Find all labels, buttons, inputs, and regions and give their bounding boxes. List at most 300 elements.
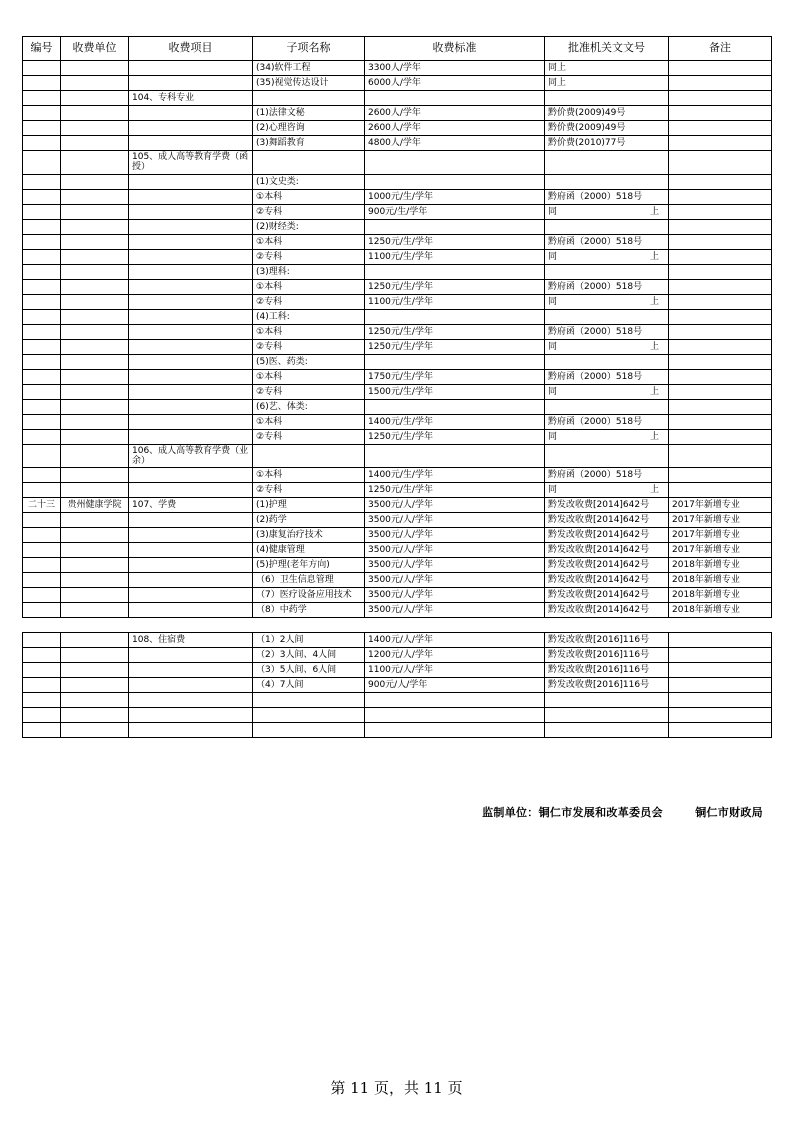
table-row [23, 354, 772, 369]
cell-num [23, 648, 61, 663]
cell-approval: 同 上 [545, 429, 669, 444]
cell-standard: 1000元/生/学年 [365, 189, 545, 204]
cell-standard [365, 444, 545, 468]
cell-sub [253, 693, 365, 708]
header-cell-item: 收费项目 [129, 37, 253, 61]
table-row [23, 189, 772, 204]
cell-standard: 1250元/生/学年 [365, 429, 545, 444]
cell-sub: ①本科 [253, 279, 365, 294]
cell-approval [545, 174, 669, 189]
cell-item [129, 76, 253, 91]
cell-remark [669, 219, 772, 234]
cell-approval: 黔发改收费[2016]116号 [545, 678, 669, 693]
cell-sub: ②专科 [253, 483, 365, 498]
cell-item [129, 204, 253, 219]
cell-sub: (1)法律文秘 [253, 106, 365, 121]
cell-sub [253, 708, 365, 723]
cell-num [23, 429, 61, 444]
table-row [23, 498, 772, 513]
cell-unit [61, 204, 129, 219]
table-header-row [23, 37, 772, 61]
cell-remark [669, 264, 772, 279]
cell-approval: 黔发改收费[2014]642号 [545, 573, 669, 588]
cell-standard: 1250元/生/学年 [365, 483, 545, 498]
cell-standard [365, 693, 545, 708]
cell-unit: 贵州健康学院 [61, 498, 129, 513]
cell-item [129, 189, 253, 204]
table-row [23, 483, 772, 498]
cell-unit [61, 234, 129, 249]
cell-remark: 2017年新增专业 [669, 528, 772, 543]
table-row [23, 663, 772, 678]
cell-unit [61, 354, 129, 369]
cell-sub: （3）5人间、6人间 [253, 663, 365, 678]
cell-standard: 3500元/人/学年 [365, 588, 545, 603]
cell-approval: 同 上 [545, 249, 669, 264]
table-row [23, 633, 772, 648]
cell-num [23, 633, 61, 648]
table-row [23, 309, 772, 324]
table-row [23, 339, 772, 354]
cell-standard: 3500元/人/学年 [365, 573, 545, 588]
cell-sub: (4)工科: [253, 309, 365, 324]
cell-remark [669, 648, 772, 663]
cell-approval: 同上 [545, 76, 669, 91]
fee-schedule-table-continued [22, 632, 772, 738]
table-row [23, 369, 772, 384]
cell-standard: 3500元/人/学年 [365, 603, 545, 618]
table-row [23, 219, 772, 234]
cell-unit [61, 528, 129, 543]
cell-standard: 3500元/人/学年 [365, 558, 545, 573]
cell-num [23, 513, 61, 528]
cell-num [23, 279, 61, 294]
cell-unit [61, 279, 129, 294]
cell-num [23, 61, 61, 76]
cell-item [129, 249, 253, 264]
cell-remark [669, 663, 772, 678]
cell-standard: 3500元/人/学年 [365, 498, 545, 513]
cell-num [23, 219, 61, 234]
cell-remark [669, 174, 772, 189]
cell-sub: （4）7人间 [253, 678, 365, 693]
cell-remark [669, 294, 772, 309]
cell-remark [669, 204, 772, 219]
table-row [23, 384, 772, 399]
cell-sub: (2)财经类: [253, 219, 365, 234]
cell-unit [61, 483, 129, 498]
cell-remark [669, 339, 772, 354]
table-row [23, 264, 772, 279]
cell-remark [669, 444, 772, 468]
cell-unit [61, 648, 129, 663]
table-row [23, 414, 772, 429]
fee-schedule-table [22, 36, 772, 618]
cell-approval: 黔发改收费[2016]116号 [545, 648, 669, 663]
cell-approval: 黔府函（2000）518号 [545, 189, 669, 204]
cell-item [129, 528, 253, 543]
table-row [23, 324, 772, 339]
cell-approval: 同上 [545, 61, 669, 76]
cell-standard: 1500元/生/学年 [365, 384, 545, 399]
cell-sub: (35)视觉传达设计 [253, 76, 365, 91]
cell-num [23, 76, 61, 91]
cell-sub: （2）3人间、4人间 [253, 648, 365, 663]
table-row [23, 723, 772, 738]
cell-standard: 1100元/人/学年 [365, 663, 545, 678]
cell-remark [669, 693, 772, 708]
table-row [23, 61, 772, 76]
table-row [23, 399, 772, 414]
cell-standard: 3300人/学年 [365, 61, 545, 76]
cell-num [23, 588, 61, 603]
cell-approval [545, 354, 669, 369]
cell-approval [545, 309, 669, 324]
cell-remark: 2018年新增专业 [669, 603, 772, 618]
cell-sub: (2)药学 [253, 513, 365, 528]
cell-standard: 1400元/生/学年 [365, 468, 545, 483]
cell-num [23, 91, 61, 106]
cell-standard: 1250元/生/学年 [365, 234, 545, 249]
cell-remark [669, 76, 772, 91]
footer-supervisor-label: 监制单位：铜仁市发展和改革委员会 [482, 806, 663, 820]
cell-num [23, 136, 61, 151]
cell-remark [669, 414, 772, 429]
cell-remark: 2017年新增专业 [669, 513, 772, 528]
cell-item [129, 234, 253, 249]
cell-standard: 3500元/人/学年 [365, 528, 545, 543]
cell-num [23, 384, 61, 399]
cell-standard [365, 264, 545, 279]
cell-num [23, 264, 61, 279]
cell-unit [61, 369, 129, 384]
table-row [23, 468, 772, 483]
cell-remark [669, 136, 772, 151]
cell-item [129, 369, 253, 384]
cell-item: 106、成人高等教育学费（业余） [129, 444, 253, 468]
cell-remark [669, 708, 772, 723]
cell-item [129, 663, 253, 678]
cell-item [129, 678, 253, 693]
cell-unit [61, 339, 129, 354]
cell-approval: 黔府函（2000）518号 [545, 369, 669, 384]
cell-standard: 1750元/生/学年 [365, 369, 545, 384]
cell-unit [61, 294, 129, 309]
cell-remark [669, 91, 772, 106]
cell-item [129, 588, 253, 603]
cell-remark [669, 369, 772, 384]
cell-standard: 1250元/生/学年 [365, 324, 545, 339]
header-cell-sub: 子项名称 [253, 37, 365, 61]
cell-remark: 2018年新增专业 [669, 588, 772, 603]
cell-sub: （1）2人间 [253, 633, 365, 648]
cell-item [129, 324, 253, 339]
cell-sub: ①本科 [253, 414, 365, 429]
cell-num [23, 324, 61, 339]
cell-sub: (6)艺、体类: [253, 399, 365, 414]
cell-approval: 黔发改收费[2014]642号 [545, 513, 669, 528]
cell-remark [669, 723, 772, 738]
cell-num [23, 543, 61, 558]
cell-standard [365, 174, 545, 189]
cell-unit [61, 444, 129, 468]
cell-standard: 3500元/人/学年 [365, 513, 545, 528]
cell-approval: 黔发改收费[2014]642号 [545, 603, 669, 618]
cell-remark [669, 249, 772, 264]
cell-standard: 1400元/人/学年 [365, 633, 545, 648]
cell-unit [61, 573, 129, 588]
cell-standard: 1400元/生/学年 [365, 414, 545, 429]
cell-item [129, 648, 253, 663]
cell-approval: 黔发改收费[2014]642号 [545, 543, 669, 558]
cell-unit [61, 309, 129, 324]
cell-approval: 黔府函（2000）518号 [545, 414, 669, 429]
cell-standard: 1250元/生/学年 [365, 339, 545, 354]
cell-num [23, 369, 61, 384]
cell-standard: 1100元/生/学年 [365, 294, 545, 309]
cell-sub: (3)理科: [253, 264, 365, 279]
cell-item: 108、住宿费 [129, 633, 253, 648]
cell-standard: 3500元/人/学年 [365, 543, 545, 558]
cell-item [129, 723, 253, 738]
cell-unit [61, 429, 129, 444]
cell-num [23, 603, 61, 618]
table-row [23, 136, 772, 151]
cell-num [23, 294, 61, 309]
table-row [23, 91, 772, 106]
cell-num [23, 528, 61, 543]
cell-sub: (5)护理(老年方向) [253, 558, 365, 573]
cell-approval [545, 693, 669, 708]
cell-unit [61, 558, 129, 573]
cell-item [129, 309, 253, 324]
table-row [23, 513, 772, 528]
cell-standard [365, 151, 545, 175]
cell-unit [61, 633, 129, 648]
cell-approval: 同 上 [545, 483, 669, 498]
cell-approval: 同 上 [545, 204, 669, 219]
cell-sub [253, 723, 365, 738]
cell-sub [253, 91, 365, 106]
cell-approval [545, 723, 669, 738]
cell-unit [61, 249, 129, 264]
cell-sub: ①本科 [253, 324, 365, 339]
cell-approval [545, 91, 669, 106]
table-row [23, 249, 772, 264]
cell-num [23, 414, 61, 429]
cell-standard: 1200元/人/学年 [365, 648, 545, 663]
cell-remark [669, 429, 772, 444]
cell-sub: ①本科 [253, 189, 365, 204]
table-body-second [23, 633, 772, 738]
cell-unit [61, 678, 129, 693]
cell-num [23, 249, 61, 264]
cell-sub: ②专科 [253, 429, 365, 444]
cell-item [129, 106, 253, 121]
cell-remark [669, 354, 772, 369]
table-row [23, 106, 772, 121]
cell-unit [61, 468, 129, 483]
cell-approval: 黔府函（2000）518号 [545, 324, 669, 339]
cell-item [129, 136, 253, 151]
cell-item [129, 558, 253, 573]
cell-item [129, 61, 253, 76]
cell-sub: ①本科 [253, 369, 365, 384]
cell-item [129, 708, 253, 723]
cell-item [129, 294, 253, 309]
cell-num [23, 106, 61, 121]
cell-approval: 黔发改收费[2014]642号 [545, 528, 669, 543]
cell-unit [61, 603, 129, 618]
cell-item [129, 414, 253, 429]
cell-num [23, 151, 61, 175]
table-row [23, 234, 772, 249]
cell-num [23, 339, 61, 354]
cell-sub: （8）中药学 [253, 603, 365, 618]
cell-unit [61, 219, 129, 234]
cell-approval: 黔价费(2009)49号 [545, 121, 669, 136]
cell-item [129, 174, 253, 189]
cell-sub: ①本科 [253, 234, 365, 249]
cell-sub: ②专科 [253, 339, 365, 354]
cell-sub: ②专科 [253, 249, 365, 264]
cell-remark [669, 151, 772, 175]
cell-item [129, 603, 253, 618]
table-row [23, 543, 772, 558]
cell-unit [61, 708, 129, 723]
table-row [23, 279, 772, 294]
cell-item [129, 219, 253, 234]
cell-remark [669, 678, 772, 693]
cell-sub: (3)舞蹈教育 [253, 136, 365, 151]
header-cell-standard: 收费标准 [365, 37, 545, 61]
table-row [23, 558, 772, 573]
cell-approval [545, 708, 669, 723]
cell-approval: 同 上 [545, 339, 669, 354]
cell-num [23, 189, 61, 204]
cell-remark [669, 189, 772, 204]
cell-unit [61, 61, 129, 76]
cell-approval [545, 444, 669, 468]
cell-num [23, 468, 61, 483]
cell-approval [545, 219, 669, 234]
cell-remark: 2017年新增专业 [669, 543, 772, 558]
cell-approval: 黔价费(2009)49号 [545, 106, 669, 121]
cell-approval: 黔发改收费[2014]642号 [545, 588, 669, 603]
cell-unit [61, 414, 129, 429]
cell-num [23, 723, 61, 738]
cell-remark [669, 633, 772, 648]
cell-unit [61, 693, 129, 708]
cell-sub: ②专科 [253, 294, 365, 309]
table-row [23, 76, 772, 91]
cell-standard: 900元/人/学年 [365, 678, 545, 693]
cell-remark [669, 384, 772, 399]
cell-unit [61, 543, 129, 558]
cell-approval [545, 399, 669, 414]
cell-unit [61, 384, 129, 399]
cell-num [23, 663, 61, 678]
cell-approval: 黔府函（2000）518号 [545, 468, 669, 483]
cell-item [129, 279, 253, 294]
cell-unit [61, 324, 129, 339]
table-row [23, 648, 772, 663]
cell-unit [61, 399, 129, 414]
cell-unit [61, 121, 129, 136]
cell-standard [365, 708, 545, 723]
table-gap [22, 618, 771, 632]
header-cell-remark: 备注 [669, 37, 772, 61]
cell-num [23, 573, 61, 588]
cell-standard [365, 91, 545, 106]
table-row [23, 708, 772, 723]
table-row [23, 528, 772, 543]
cell-remark: 2017年新增专业 [669, 498, 772, 513]
cell-sub [253, 444, 365, 468]
cell-num [23, 399, 61, 414]
header-cell-num: 编号 [23, 37, 61, 61]
cell-approval: 黔发改收费[2016]116号 [545, 633, 669, 648]
table-row [23, 678, 772, 693]
cell-sub: (1)护理 [253, 498, 365, 513]
table-row [23, 588, 772, 603]
cell-approval: 同 上 [545, 294, 669, 309]
cell-sub: （7）医疗设备应用技术 [253, 588, 365, 603]
cell-unit [61, 91, 129, 106]
cell-remark [669, 309, 772, 324]
cell-standard: 1250元/生/学年 [365, 279, 545, 294]
table-row [23, 573, 772, 588]
cell-sub: (4)健康管理 [253, 543, 365, 558]
cell-num [23, 234, 61, 249]
cell-item [129, 384, 253, 399]
cell-item [129, 264, 253, 279]
cell-num [23, 309, 61, 324]
cell-num [23, 204, 61, 219]
footer-supervisor [22, 804, 771, 820]
cell-standard: 4800人/学年 [365, 136, 545, 151]
header-cell-approval: 批准机关文文号 [545, 37, 669, 61]
cell-unit [61, 136, 129, 151]
cell-remark [669, 121, 772, 136]
cell-num [23, 121, 61, 136]
table-row [23, 151, 772, 175]
table-row [23, 444, 772, 468]
cell-approval: 黔价费(2010)77号 [545, 136, 669, 151]
cell-sub: (34)软件工程 [253, 61, 365, 76]
cell-sub: （6）卫生信息管理 [253, 573, 365, 588]
cell-unit [61, 513, 129, 528]
cell-unit [61, 189, 129, 204]
cell-item [129, 339, 253, 354]
cell-sub: (3)康复治疗技术 [253, 528, 365, 543]
cell-item [129, 468, 253, 483]
cell-unit [61, 663, 129, 678]
cell-standard [365, 309, 545, 324]
cell-item: 107、学费 [129, 498, 253, 513]
cell-remark: 2018年新增专业 [669, 558, 772, 573]
cell-approval [545, 264, 669, 279]
cell-item [129, 399, 253, 414]
cell-item [129, 573, 253, 588]
cell-remark [669, 324, 772, 339]
cell-unit [61, 264, 129, 279]
table-row [23, 174, 772, 189]
page-number: 第 11 页，共 11 页 [330, 1079, 463, 1097]
cell-approval: 黔府函（2000）518号 [545, 279, 669, 294]
cell-num [23, 174, 61, 189]
table-row [23, 693, 772, 708]
